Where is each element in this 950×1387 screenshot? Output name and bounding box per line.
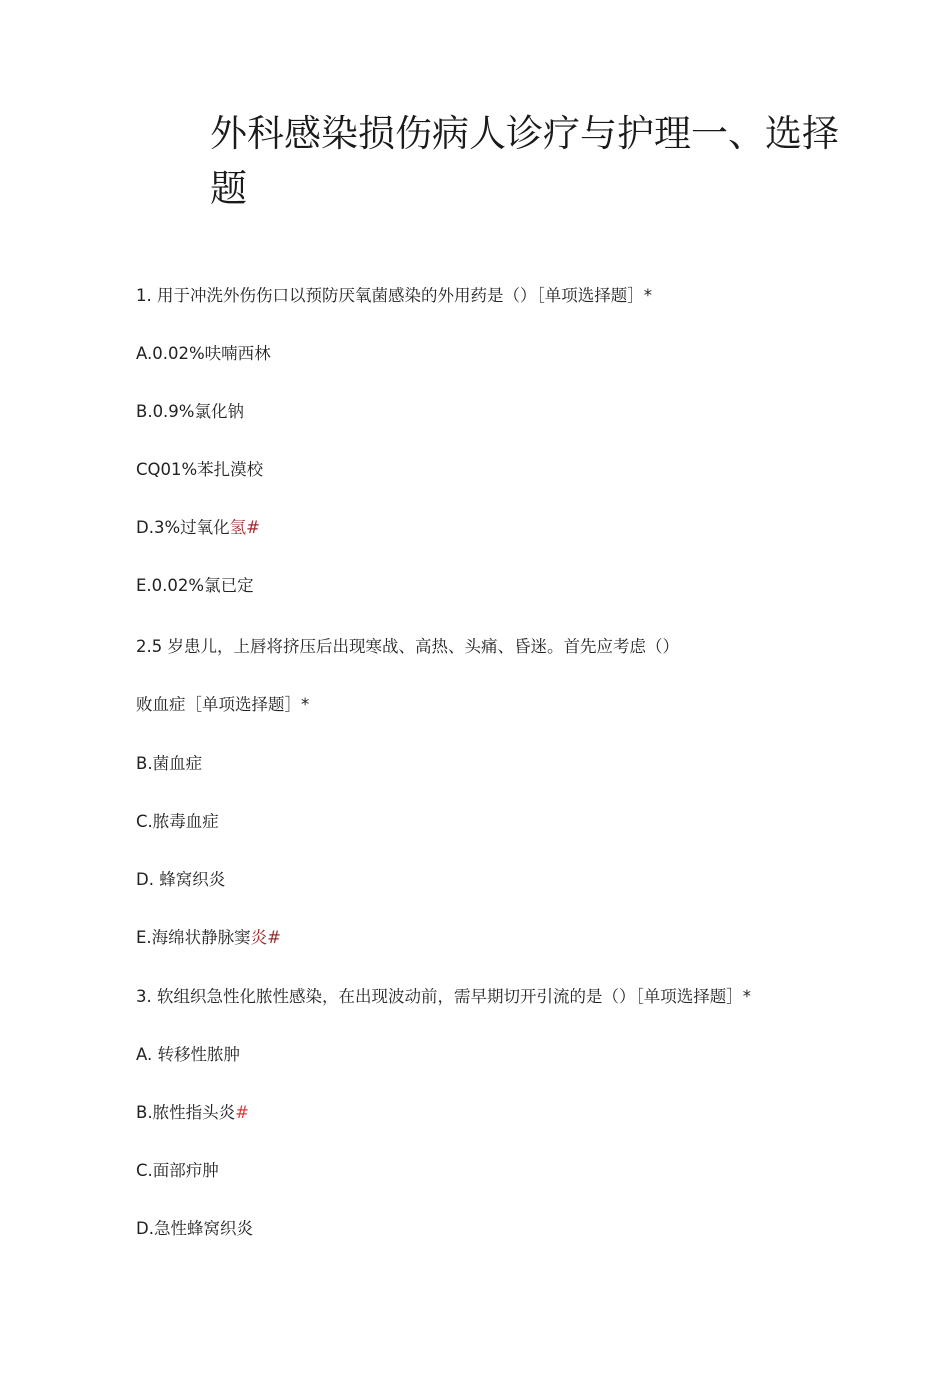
question-1-option-e: E.0.02%氯已定 — [136, 576, 254, 595]
question-3-option-c: C.面部疖肿 — [136, 1161, 219, 1180]
option-text: D.3%过氧化 — [136, 518, 230, 537]
question-1-option-b: B.0.9%氯化钠 — [136, 402, 244, 421]
answer-mark: 氢# — [229, 518, 260, 537]
question-1-option-a: A.0.02%呋喃西林 — [136, 344, 271, 363]
question-2: 2.5 岁患儿，上唇将挤压后出现寒战、高热、头痛、昏迷。首先应考虑（） — [136, 637, 679, 656]
question-2-option-c: C.脓毒血症 — [136, 812, 219, 831]
question-2-option-d: D. 蜂窝织炎 — [136, 870, 226, 889]
question-2-option-a: 败血症［单项选择题］* — [136, 695, 310, 714]
answer-mark: 炎# — [250, 928, 281, 947]
option-text: B.脓性指头炎 — [136, 1103, 236, 1122]
question-1-option-c: CQ01%苯扎漠校 — [136, 460, 264, 479]
answer-mark: # — [235, 1103, 249, 1122]
question-3: 3. 软组织急性化脓性感染，在出现波动前，需早期切开引流的是（）［单项选择题］* — [136, 987, 751, 1006]
question-3-option-b — [136, 1102, 249, 1124]
question-3-option-d: D.急性蜂窝织炎 — [136, 1219, 253, 1238]
option-text: E.海绵状静脉窦 — [136, 928, 251, 947]
page-title: 外科感染损伤病人诊疗与护理一、选择题 — [210, 112, 839, 210]
question-1: 1. 用于冲洗外伤伤口以预防厌氧菌感染的外用药是（）［单项选择题］* — [136, 286, 652, 305]
question-1-option-d — [136, 517, 260, 539]
question-2-option-e — [136, 927, 281, 949]
question-2-option-b: B.菌血症 — [136, 754, 203, 773]
question-3-option-a: A. 转移性脓肿 — [136, 1045, 240, 1064]
